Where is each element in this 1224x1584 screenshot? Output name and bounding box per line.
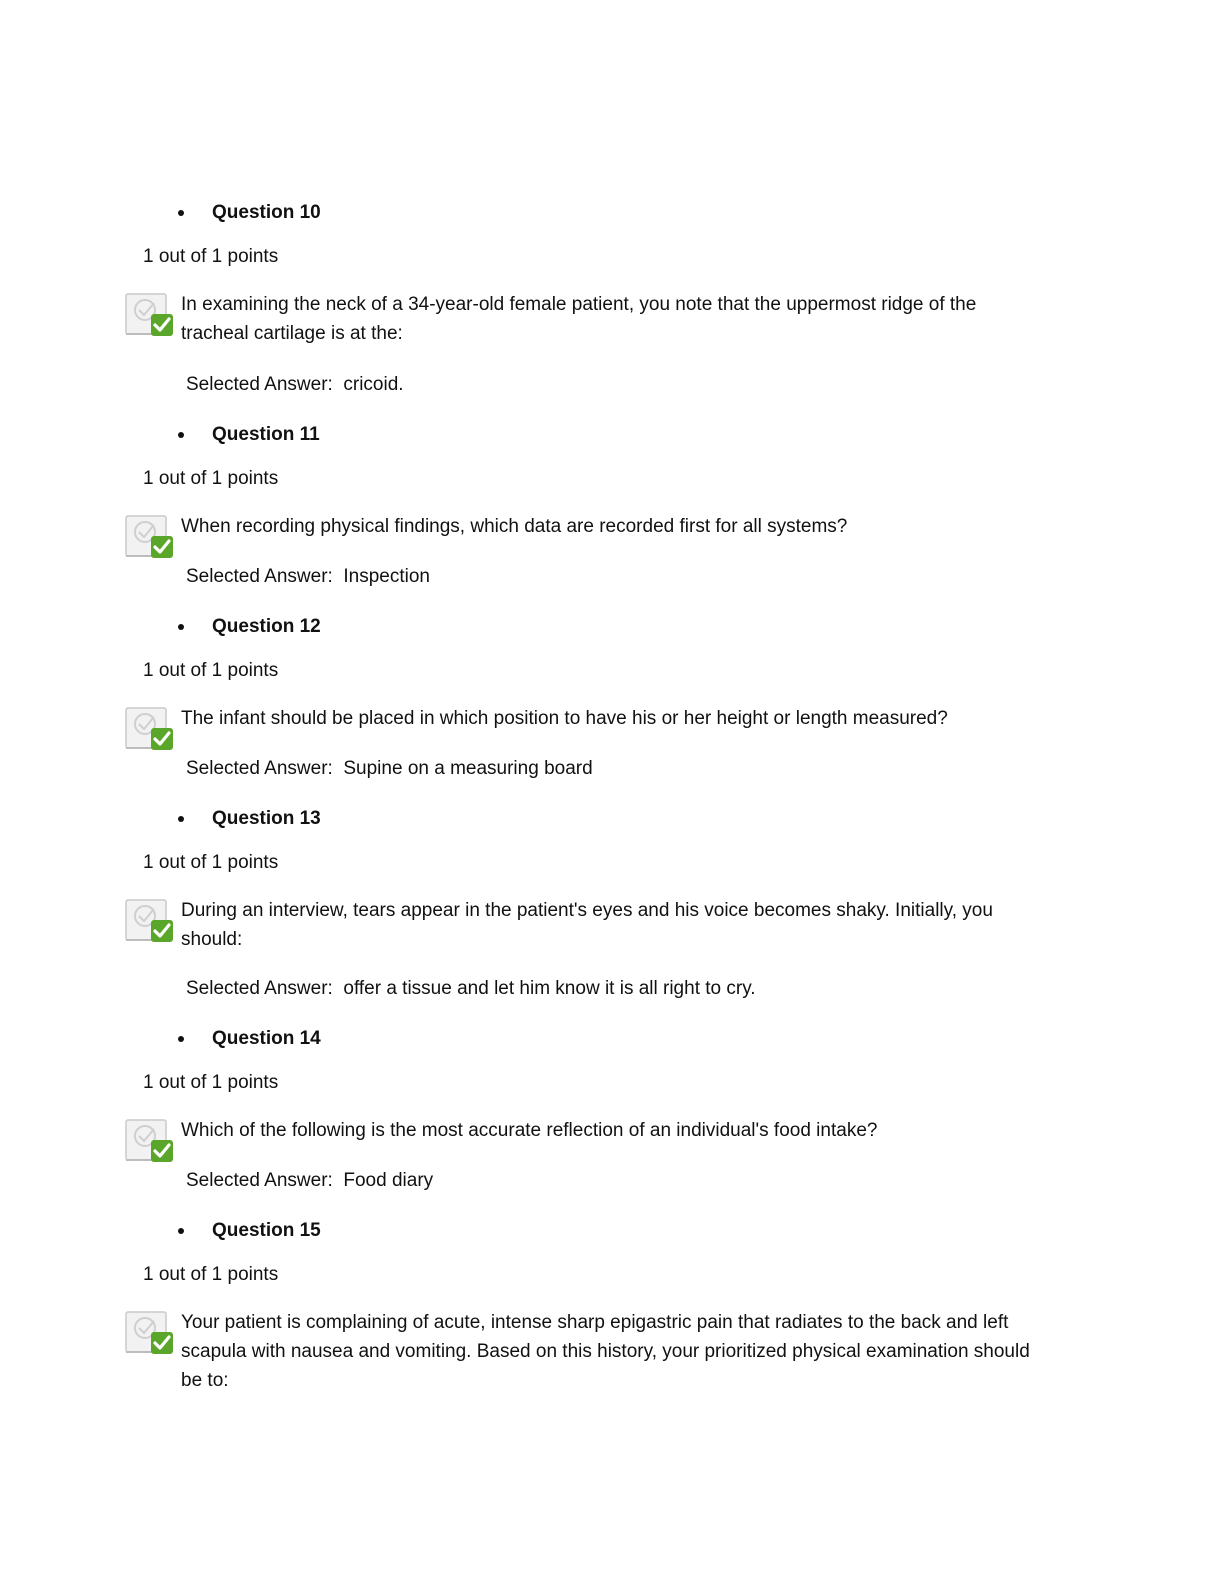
- selected-answer: [186, 756, 593, 782]
- correct-answer-check-icon: [125, 1308, 175, 1356]
- selected-answer-label: Selected Answer:: [186, 566, 333, 587]
- correct-answer-check-icon: [125, 896, 175, 944]
- correct-answer-check-icon: [125, 1116, 175, 1164]
- selected-answer-label: Selected Answer:: [186, 978, 333, 999]
- selected-answer: [186, 372, 404, 398]
- question-text: In examining the neck of a 34-year-old female patient, you note that the uppermost ridge of the tracheal cartilage is at the:: [181, 294, 977, 344]
- question-header: [178, 422, 320, 448]
- question-points: 1 out of 1 points: [143, 1264, 279, 1285]
- question-title: Question 14: [212, 1028, 321, 1049]
- selected-answer: [186, 976, 756, 1002]
- question-points: 1 out of 1 points: [143, 1072, 279, 1093]
- selected-answer-value: offer a tissue and let him know it is all right to cry.: [343, 978, 756, 999]
- bullet-icon: [178, 624, 184, 630]
- selected-answer: [186, 1168, 433, 1194]
- question-points: 1 out of 1 points: [143, 660, 279, 681]
- selected-answer-value: cricoid.: [343, 374, 404, 395]
- question-header: [178, 806, 321, 832]
- question-header: [178, 200, 321, 226]
- correct-answer-check-icon: [125, 704, 175, 752]
- selected-answer-label: Selected Answer:: [186, 1170, 333, 1191]
- bullet-icon: [178, 1036, 184, 1042]
- bullet-icon: [178, 1228, 184, 1234]
- bullet-icon: [178, 210, 184, 216]
- question-text: Your patient is complaining of acute, intense sharp epigastric pain that radiates to the back and left scapula with nausea and vomiting. Based on this history, your prioritized physical examination should be to:: [181, 1312, 1030, 1391]
- selected-answer: [186, 564, 430, 590]
- question-points: 1 out of 1 points: [143, 852, 279, 873]
- question-text: The infant should be placed in which position to have his or her height or length measured?: [181, 708, 948, 729]
- bullet-icon: [178, 816, 184, 822]
- selected-answer-label: Selected Answer:: [186, 758, 333, 779]
- selected-answer-value: Inspection: [343, 566, 430, 587]
- question-header: [178, 1218, 321, 1244]
- question-title: Question 10: [212, 202, 321, 223]
- selected-answer-value: Food diary: [343, 1170, 434, 1191]
- selected-answer-value: Supine on a measuring board: [343, 758, 593, 779]
- question-points: 1 out of 1 points: [143, 468, 279, 489]
- question-text: When recording physical findings, which data are recorded first for all systems?: [181, 516, 848, 537]
- question-header: [178, 1026, 321, 1052]
- question-title: Question 13: [212, 808, 321, 829]
- question-text: During an interview, tears appear in the patient's eyes and his voice becomes shaky. Initially, you should:: [181, 900, 993, 950]
- question-title: Question 12: [212, 616, 321, 637]
- question-title: Question 15: [212, 1220, 321, 1241]
- selected-answer-label: Selected Answer:: [186, 374, 333, 395]
- question-title: Question 11: [212, 424, 320, 445]
- question-points: 1 out of 1 points: [143, 246, 279, 267]
- question-header: [178, 614, 321, 640]
- bullet-icon: [178, 432, 184, 438]
- question-text: Which of the following is the most accurate reflection of an individual's food intake?: [181, 1120, 878, 1141]
- correct-answer-check-icon: [125, 290, 175, 338]
- correct-answer-check-icon: [125, 512, 175, 560]
